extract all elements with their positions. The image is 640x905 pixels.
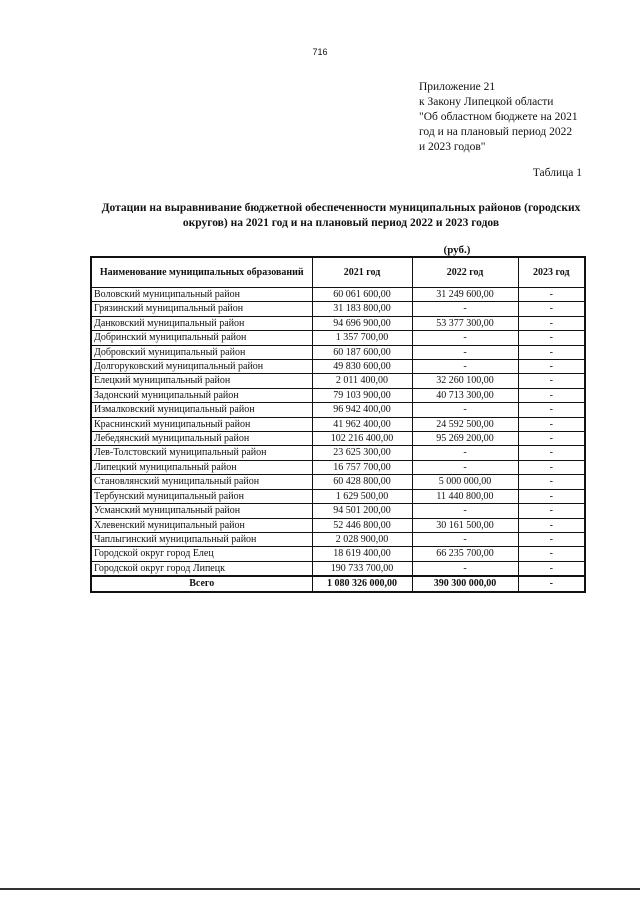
row-2023-cell: - <box>518 547 585 561</box>
row-2023-cell: - <box>518 302 585 316</box>
appendix-line: к Закону Липецкой области <box>419 96 554 108</box>
row-2022-cell: 32 260 100,00 <box>412 374 518 388</box>
row-name-cell: Чаплыгинский муниципальный район <box>91 532 312 546</box>
currency-unit: (руб.) <box>443 244 471 256</box>
total-2021: 1 080 326 000,00 <box>312 576 412 591</box>
row-2022-cell: 11 440 800,00 <box>412 489 518 503</box>
row-2022-cell: - <box>412 302 518 316</box>
total-2023: - <box>518 576 585 591</box>
row-name-cell: Краснинский муниципальный район <box>91 417 312 431</box>
header-name: Наименование муниципальных образований <box>91 257 312 288</box>
header-2023: 2023 год <box>518 257 585 288</box>
row-2022-cell: - <box>412 504 518 518</box>
table-row <box>91 288 585 302</box>
total-label: Всего <box>91 576 312 591</box>
row-2021-cell: 60 428 800,00 <box>312 475 412 489</box>
row-name-cell: Усманский муниципальный район <box>91 504 312 518</box>
appendix-reference <box>419 80 599 155</box>
table-row <box>91 432 585 446</box>
table-row <box>91 374 585 388</box>
table-row <box>91 532 585 546</box>
table-row <box>91 388 585 402</box>
row-2022-cell: - <box>412 360 518 374</box>
row-2021-cell: 23 625 300,00 <box>312 446 412 460</box>
row-2021-cell: 60 187 600,00 <box>312 345 412 359</box>
row-2023-cell: - <box>518 518 585 532</box>
row-name-cell: Городской округ город Липецк <box>91 561 312 576</box>
row-2022-cell: 5 000 000,00 <box>412 475 518 489</box>
row-2022-cell: 66 235 700,00 <box>412 547 518 561</box>
row-name-cell: Грязинский муниципальный район <box>91 302 312 316</box>
table-row <box>91 547 585 561</box>
row-2023-cell: - <box>518 475 585 489</box>
page-bottom-rule <box>0 888 640 890</box>
table-row <box>91 316 585 330</box>
row-2021-cell: 49 830 600,00 <box>312 360 412 374</box>
table-row <box>91 460 585 474</box>
appendix-line: Приложение 21 <box>419 81 496 93</box>
row-2021-cell: 18 619 400,00 <box>312 547 412 561</box>
row-2023-cell: - <box>518 360 585 374</box>
row-2023-cell: - <box>518 331 585 345</box>
table-row <box>91 417 585 431</box>
row-name-cell: Тербунский муниципальный район <box>91 489 312 503</box>
row-2022-cell: 40 713 300,00 <box>412 388 518 402</box>
row-2023-cell: - <box>518 316 585 330</box>
table-row <box>91 302 585 316</box>
appendix-line: "Об областном бюджете на 2021 <box>419 111 578 123</box>
page-number: 716 <box>312 47 328 57</box>
row-name-cell: Данковский муниципальный район <box>91 316 312 330</box>
row-2023-cell: - <box>518 403 585 417</box>
row-2023-cell: - <box>518 345 585 359</box>
row-2022-cell: 31 249 600,00 <box>412 288 518 302</box>
row-name-cell: Долгоруковский муниципальный район <box>91 360 312 374</box>
table-row <box>91 561 585 576</box>
row-2023-cell: - <box>518 374 585 388</box>
header-2022: 2022 год <box>412 257 518 288</box>
row-2021-cell: 1 629 500,00 <box>312 489 412 503</box>
row-name-cell: Измалковский муниципальный район <box>91 403 312 417</box>
table-row <box>91 403 585 417</box>
row-name-cell: Елецкий муниципальный район <box>91 374 312 388</box>
row-2021-cell: 94 696 900,00 <box>312 316 412 330</box>
row-2021-cell: 41 962 400,00 <box>312 417 412 431</box>
row-2022-cell: - <box>412 446 518 460</box>
table-row <box>91 518 585 532</box>
total-row <box>91 576 585 591</box>
row-2021-cell: 2 028 900,00 <box>312 532 412 546</box>
row-2022-cell: - <box>412 331 518 345</box>
row-2022-cell: 24 592 500,00 <box>412 417 518 431</box>
row-name-cell: Липецкий муниципальный район <box>91 460 312 474</box>
row-2021-cell: 52 446 800,00 <box>312 518 412 532</box>
row-name-cell: Лебедянский муниципальный район <box>91 432 312 446</box>
table-row <box>91 504 585 518</box>
table-row <box>91 489 585 503</box>
row-2023-cell: - <box>518 432 585 446</box>
row-2021-cell: 96 942 400,00 <box>312 403 412 417</box>
row-2023-cell: - <box>518 388 585 402</box>
row-name-cell: Добринский муниципальный район <box>91 331 312 345</box>
row-name-cell: Воловский муниципальный район <box>91 288 312 302</box>
row-name-cell: Городской округ город Елец <box>91 547 312 561</box>
document-title: Дотации на выравнивание бюджетной обеспеченности муниципальных районов (городских округов) на 2021 год и на плановый период 2022 и 2023 годов <box>101 202 581 229</box>
table-number: Таблица 1 <box>532 167 582 179</box>
row-2023-cell: - <box>518 504 585 518</box>
row-2022-cell: 53 377 300,00 <box>412 316 518 330</box>
row-2023-cell: - <box>518 446 585 460</box>
row-name-cell: Хлевенский муниципальный район <box>91 518 312 532</box>
header-2021: 2021 год <box>312 257 412 288</box>
table-row <box>91 446 585 460</box>
appendix-line: год и на плановый период 2022 <box>419 126 573 138</box>
row-2023-cell: - <box>518 532 585 546</box>
row-2023-cell: - <box>518 561 585 576</box>
row-2022-cell: 95 269 200,00 <box>412 432 518 446</box>
row-2021-cell: 2 011 400,00 <box>312 374 412 388</box>
row-name-cell: Добровский муниципальный район <box>91 345 312 359</box>
appendix-line: и 2023 годов" <box>419 141 486 153</box>
row-name-cell: Становлянский муниципальный район <box>91 475 312 489</box>
row-2021-cell: 94 501 200,00 <box>312 504 412 518</box>
table-header-row <box>91 257 585 288</box>
row-2021-cell: 31 183 800,00 <box>312 302 412 316</box>
row-2022-cell: 30 161 500,00 <box>412 518 518 532</box>
row-name-cell: Задонский муниципальный район <box>91 388 312 402</box>
table-row <box>91 331 585 345</box>
row-2022-cell: - <box>412 532 518 546</box>
row-2021-cell: 102 216 400,00 <box>312 432 412 446</box>
row-2022-cell: - <box>412 403 518 417</box>
row-2021-cell: 1 357 700,00 <box>312 331 412 345</box>
table-row <box>91 360 585 374</box>
row-2023-cell: - <box>518 417 585 431</box>
total-2022: 390 300 000,00 <box>412 576 518 591</box>
grants-table <box>90 256 586 593</box>
row-2021-cell: 16 757 700,00 <box>312 460 412 474</box>
row-2023-cell: - <box>518 288 585 302</box>
row-2021-cell: 190 733 700,00 <box>312 561 412 576</box>
table-body <box>91 288 585 577</box>
row-2022-cell: - <box>412 345 518 359</box>
row-name-cell: Лев-Толстовский муниципальный район <box>91 446 312 460</box>
row-2021-cell: 79 103 900,00 <box>312 388 412 402</box>
row-2022-cell: - <box>412 561 518 576</box>
row-2023-cell: - <box>518 489 585 503</box>
row-2023-cell: - <box>518 460 585 474</box>
table-row <box>91 345 585 359</box>
row-2021-cell: 60 061 600,00 <box>312 288 412 302</box>
table-row <box>91 475 585 489</box>
row-2022-cell: - <box>412 460 518 474</box>
